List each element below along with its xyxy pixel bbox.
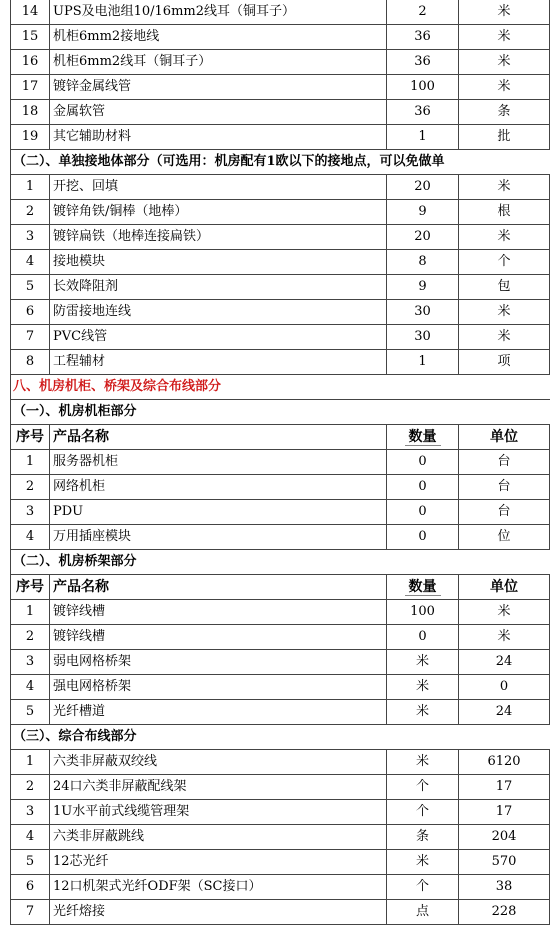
table-row xyxy=(0,650,550,675)
unit-cell: 228 xyxy=(459,900,550,925)
table-row xyxy=(0,25,550,50)
unit-cell: 台 xyxy=(459,450,550,475)
unit-cell: 0 xyxy=(459,675,550,700)
unit-cell: 米 xyxy=(459,225,550,250)
quantity-cell: 20 xyxy=(387,175,459,200)
row-number-cell: 1 xyxy=(10,750,50,775)
quantity-cell: 2 xyxy=(387,0,459,25)
product-name-cell: 镀锌角铁/铜棒（地棒） xyxy=(50,200,387,225)
unit-cell: 包 xyxy=(459,275,550,300)
product-name-cell: UPS及电池组10/16mm2线耳（铜耳子） xyxy=(50,0,387,25)
row-number-cell: 17 xyxy=(10,75,50,100)
header-row-number-cell: 序号 xyxy=(10,575,50,600)
quantity-cell: 8 xyxy=(387,250,459,275)
unit-cell: 6120 xyxy=(459,750,550,775)
quantity-cell: 个 xyxy=(387,800,459,825)
row-number-cell: 2 xyxy=(10,200,50,225)
table-row xyxy=(0,275,550,300)
quantity-cell: 36 xyxy=(387,100,459,125)
table-row xyxy=(0,300,550,325)
quantity-cell: 0 xyxy=(387,500,459,525)
quantity-cell: 1 xyxy=(387,350,459,375)
quantity-cell: 9 xyxy=(387,200,459,225)
table-header-row xyxy=(0,425,550,450)
header-quantity-label: 数量 xyxy=(405,429,441,446)
row-number-cell: 7 xyxy=(10,325,50,350)
quantity-cell: 个 xyxy=(387,875,459,900)
quantity-cell: 个 xyxy=(387,775,459,800)
product-name-cell: 工程辅材 xyxy=(50,350,387,375)
product-name-cell: 镀锌金属线管 xyxy=(50,75,387,100)
unit-cell: 台 xyxy=(459,475,550,500)
chapter-heading: 八、机房机柜、桥架及综合布线部分 xyxy=(10,375,550,400)
product-name-cell: 六类非屏蔽跳线 xyxy=(50,825,387,850)
row-number-cell: 1 xyxy=(10,175,50,200)
unit-cell: 米 xyxy=(459,25,550,50)
table-row xyxy=(0,825,550,850)
product-name-cell: PVC线管 xyxy=(50,325,387,350)
quantity-cell: 0 xyxy=(387,525,459,550)
unit-cell: 米 xyxy=(459,300,550,325)
quantity-cell: 米 xyxy=(387,675,459,700)
row-number-cell: 2 xyxy=(10,625,50,650)
row-number-cell: 4 xyxy=(10,250,50,275)
unit-cell: 米 xyxy=(459,0,550,25)
product-name-cell: 镀锌线槽 xyxy=(50,600,387,625)
product-name-cell: 光纤槽道 xyxy=(50,700,387,725)
quantity-cell: 米 xyxy=(387,700,459,725)
header-row-number-cell: 序号 xyxy=(10,425,50,450)
product-name-cell: 六类非屏蔽双绞线 xyxy=(50,750,387,775)
product-name-cell: 防雷接地连线 xyxy=(50,300,387,325)
header-product-name-cell: 产品名称 xyxy=(50,425,387,450)
quantity-cell: 9 xyxy=(387,275,459,300)
row-number-cell: 14 xyxy=(10,0,50,25)
product-name-cell: 开挖、回填 xyxy=(50,175,387,200)
header-quantity-cell xyxy=(387,425,459,450)
unit-cell: 17 xyxy=(459,800,550,825)
table-row xyxy=(0,675,550,700)
table-row xyxy=(0,100,550,125)
product-name-cell: 强电网格桥架 xyxy=(50,675,387,700)
table-row xyxy=(0,225,550,250)
product-name-cell: 万用插座模块 xyxy=(50,525,387,550)
product-name-cell: 24口六类非屏蔽配线架 xyxy=(50,775,387,800)
header-quantity-cell xyxy=(387,575,459,600)
table-row xyxy=(0,450,550,475)
product-name-cell: 弱电网格桥架 xyxy=(50,650,387,675)
table-row xyxy=(0,875,550,900)
product-name-cell: 长效降阻剂 xyxy=(50,275,387,300)
header-quantity-label: 数量 xyxy=(405,579,441,596)
section-heading: （二）、单独接地体部分（可选用：机房配有1欧以下的接地点，可以免做单 xyxy=(10,150,550,175)
row-number-cell: 4 xyxy=(10,525,50,550)
product-name-cell: 机柜6mm2线耳（铜耳子） xyxy=(50,50,387,75)
row-number-cell: 3 xyxy=(10,500,50,525)
table-row xyxy=(0,850,550,875)
quantity-cell: 20 xyxy=(387,225,459,250)
table-row xyxy=(0,500,550,525)
row-number-cell: 2 xyxy=(10,775,50,800)
unit-cell: 204 xyxy=(459,825,550,850)
unit-cell: 米 xyxy=(459,50,550,75)
row-number-cell: 2 xyxy=(10,475,50,500)
quantity-cell: 100 xyxy=(387,600,459,625)
unit-cell: 38 xyxy=(459,875,550,900)
table-row xyxy=(0,50,550,75)
quantity-cell: 30 xyxy=(387,300,459,325)
product-name-cell: 网络机柜 xyxy=(50,475,387,500)
product-name-cell: 光纤熔接 xyxy=(50,900,387,925)
row-number-cell: 7 xyxy=(10,900,50,925)
product-name-cell: 接地模块 xyxy=(50,250,387,275)
header-product-name-cell: 产品名称 xyxy=(50,575,387,600)
unit-cell: 米 xyxy=(459,75,550,100)
product-name-cell: 12口机架式光纤ODF架（SC接口） xyxy=(50,875,387,900)
table-row xyxy=(0,0,550,25)
header-unit-cell: 单位 xyxy=(459,425,550,450)
table-row xyxy=(0,700,550,725)
row-number-cell: 4 xyxy=(10,675,50,700)
row-number-cell: 3 xyxy=(10,225,50,250)
product-name-cell: 服务器机柜 xyxy=(50,450,387,475)
section-heading: （二）、机房桥架部分 xyxy=(10,550,550,575)
quantity-cell: 36 xyxy=(387,50,459,75)
table-row xyxy=(0,750,550,775)
product-name-cell: PDU xyxy=(50,500,387,525)
table-row xyxy=(0,125,550,150)
unit-cell: 根 xyxy=(459,200,550,225)
table-row xyxy=(0,250,550,275)
unit-cell: 米 xyxy=(459,625,550,650)
unit-cell: 批 xyxy=(459,125,550,150)
quantity-cell: 0 xyxy=(387,475,459,500)
unit-cell: 项 xyxy=(459,350,550,375)
unit-cell: 条 xyxy=(459,100,550,125)
quantity-cell: 0 xyxy=(387,450,459,475)
row-number-cell: 6 xyxy=(10,300,50,325)
table-row xyxy=(0,625,550,650)
row-number-cell: 15 xyxy=(10,25,50,50)
row-number-cell: 3 xyxy=(10,650,50,675)
table-row xyxy=(0,475,550,500)
unit-cell: 24 xyxy=(459,700,550,725)
header-unit-cell: 单位 xyxy=(459,575,550,600)
product-name-cell: 镀锌线槽 xyxy=(50,625,387,650)
unit-cell: 米 xyxy=(459,325,550,350)
table-row xyxy=(0,200,550,225)
table-row xyxy=(0,350,550,375)
section-heading: （三）、综合布线部分 xyxy=(10,725,550,750)
table-row xyxy=(0,175,550,200)
row-number-cell: 8 xyxy=(10,350,50,375)
quantity-cell: 30 xyxy=(387,325,459,350)
row-number-cell: 4 xyxy=(10,825,50,850)
product-name-cell: 金属软管 xyxy=(50,100,387,125)
row-number-cell: 5 xyxy=(10,850,50,875)
product-name-cell: 其它辅助材料 xyxy=(50,125,387,150)
unit-cell: 17 xyxy=(459,775,550,800)
row-number-cell: 5 xyxy=(10,700,50,725)
quantity-cell: 米 xyxy=(387,850,459,875)
table-row xyxy=(0,775,550,800)
row-number-cell: 16 xyxy=(10,50,50,75)
unit-cell: 24 xyxy=(459,650,550,675)
section-heading: （一）、机房机柜部分 xyxy=(10,400,550,425)
table-row xyxy=(0,600,550,625)
row-number-cell: 18 xyxy=(10,100,50,125)
row-number-cell: 5 xyxy=(10,275,50,300)
row-number-cell: 1 xyxy=(10,450,50,475)
table-header-row xyxy=(0,575,550,600)
row-number-cell: 3 xyxy=(10,800,50,825)
table-row xyxy=(0,525,550,550)
table-row xyxy=(0,75,550,100)
product-name-cell: 镀锌扁铁（地棒连接扁铁） xyxy=(50,225,387,250)
product-name-cell: 1U水平前式线缆管理架 xyxy=(50,800,387,825)
table-row xyxy=(0,800,550,825)
unit-cell: 米 xyxy=(459,600,550,625)
unit-cell: 位 xyxy=(459,525,550,550)
product-name-cell: 12芯光纤 xyxy=(50,850,387,875)
row-number-cell: 6 xyxy=(10,875,50,900)
unit-cell: 台 xyxy=(459,500,550,525)
quantity-cell: 36 xyxy=(387,25,459,50)
row-number-cell: 1 xyxy=(10,600,50,625)
table-row xyxy=(0,325,550,350)
table-row xyxy=(0,900,550,925)
unit-cell: 米 xyxy=(459,175,550,200)
quantity-cell: 米 xyxy=(387,650,459,675)
quantity-cell: 条 xyxy=(387,825,459,850)
unit-cell: 个 xyxy=(459,250,550,275)
quantity-cell: 米 xyxy=(387,750,459,775)
quantity-cell: 0 xyxy=(387,625,459,650)
row-number-cell: 19 xyxy=(10,125,50,150)
product-name-cell: 机柜6mm2接地线 xyxy=(50,25,387,50)
unit-cell: 570 xyxy=(459,850,550,875)
quantity-cell: 1 xyxy=(387,125,459,150)
quantity-cell: 点 xyxy=(387,900,459,925)
quantity-cell: 100 xyxy=(387,75,459,100)
